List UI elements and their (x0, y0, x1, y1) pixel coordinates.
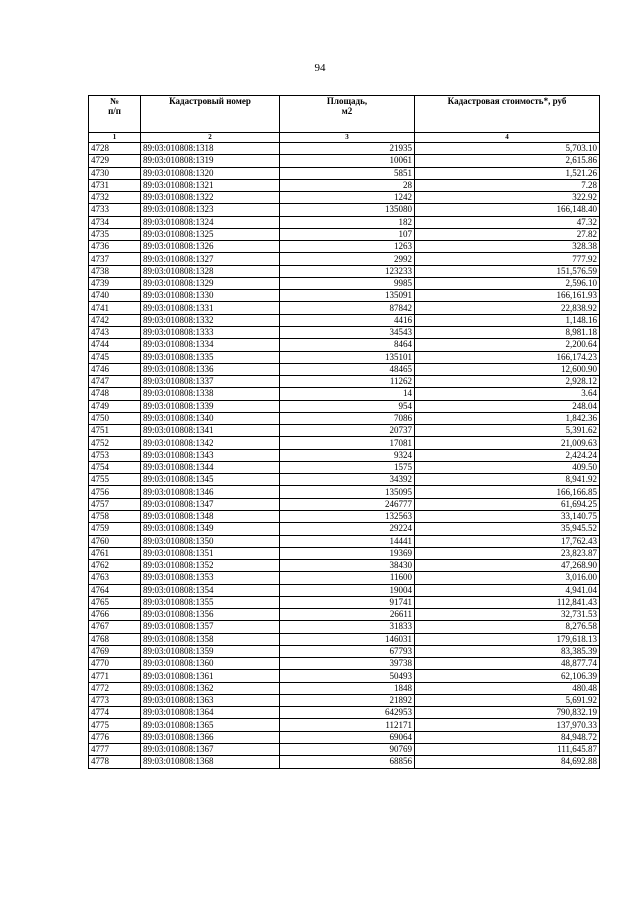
header-cadastral-number (141, 96, 280, 133)
cell-cadastral-value: 1,148.16 (415, 314, 600, 326)
cell-cadastral-number: 89:03:010808:1365 (141, 719, 280, 731)
cell-cadastral-value: 328.38 (415, 241, 600, 253)
cell-number: 4746 (89, 363, 141, 375)
cell-cadastral-value: 2,200.64 (415, 339, 600, 351)
cell-number: 4744 (89, 339, 141, 351)
cell-cadastral-value: 5,391.62 (415, 425, 600, 437)
cell-area: 14441 (280, 535, 415, 547)
cell-cadastral-value: 409.50 (415, 461, 600, 473)
cell-cadastral-value: 3.64 (415, 388, 600, 400)
table-row (89, 756, 600, 768)
cell-cadastral-value: 137,970.33 (415, 719, 600, 731)
cell-number: 4765 (89, 596, 141, 608)
cell-number: 4760 (89, 535, 141, 547)
cell-area: 68856 (280, 756, 415, 768)
cell-cadastral-number: 89:03:010808:1362 (141, 682, 280, 694)
cell-cadastral-number: 89:03:010808:1344 (141, 461, 280, 473)
cell-cadastral-number: 89:03:010808:1319 (141, 155, 280, 167)
table-row (89, 572, 600, 584)
cell-area: 146031 (280, 633, 415, 645)
cell-number: 4739 (89, 277, 141, 289)
header-area (280, 96, 415, 133)
cell-cadastral-number: 89:03:010808:1339 (141, 400, 280, 412)
cell-number: 4749 (89, 400, 141, 412)
column-index: 4 (415, 133, 600, 143)
table-row (89, 670, 600, 682)
cell-number: 4766 (89, 609, 141, 621)
cell-area: 50493 (280, 670, 415, 682)
table-row (89, 155, 600, 167)
cell-cadastral-number: 89:03:010808:1325 (141, 228, 280, 240)
cell-number: 4778 (89, 756, 141, 768)
table-row (89, 339, 600, 351)
cell-cadastral-value: 8,941.92 (415, 474, 600, 486)
header-cadastral-value (415, 96, 600, 133)
cell-number: 4738 (89, 265, 141, 277)
table-row (89, 351, 600, 363)
cell-cadastral-number: 89:03:010808:1351 (141, 547, 280, 559)
cell-cadastral-value: 248.04 (415, 400, 600, 412)
cell-number: 4752 (89, 437, 141, 449)
cell-cadastral-number: 89:03:010808:1326 (141, 241, 280, 253)
cell-cadastral-value: 23,823.87 (415, 547, 600, 559)
column-index-row (89, 133, 600, 143)
cell-number: 4761 (89, 547, 141, 559)
cell-cadastral-number: 89:03:010808:1342 (141, 437, 280, 449)
table-row (89, 609, 600, 621)
cell-area: 19004 (280, 584, 415, 596)
table-row (89, 437, 600, 449)
table-row (89, 265, 600, 277)
cell-number: 4773 (89, 694, 141, 706)
cell-area: 21935 (280, 143, 415, 155)
table-row (89, 645, 600, 657)
table-row (89, 658, 600, 670)
cell-area: 9985 (280, 277, 415, 289)
table-row (89, 302, 600, 314)
cell-area: 69064 (280, 731, 415, 743)
cell-number: 4770 (89, 658, 141, 670)
cell-cadastral-value: 47,268.90 (415, 560, 600, 572)
cell-number: 4774 (89, 707, 141, 719)
cell-number: 4733 (89, 204, 141, 216)
table-row (89, 241, 600, 253)
cell-cadastral-value: 21,009.63 (415, 437, 600, 449)
cell-area: 91741 (280, 596, 415, 608)
cell-cadastral-number: 89:03:010808:1320 (141, 167, 280, 179)
table-row (89, 596, 600, 608)
cell-cadastral-value: 166,174.23 (415, 351, 600, 363)
cell-cadastral-number: 89:03:010808:1347 (141, 498, 280, 510)
cell-area: 1848 (280, 682, 415, 694)
cell-cadastral-value: 777.92 (415, 253, 600, 265)
cell-number: 4758 (89, 510, 141, 522)
header-text: Кадастровый номер (169, 96, 251, 106)
cell-area: 26611 (280, 609, 415, 621)
cell-area: 21892 (280, 694, 415, 706)
cell-area: 112171 (280, 719, 415, 731)
table-row (89, 510, 600, 522)
cell-cadastral-number: 89:03:010808:1330 (141, 290, 280, 302)
column-index: 1 (89, 133, 141, 143)
cell-area: 4416 (280, 314, 415, 326)
table-row (89, 449, 600, 461)
cell-area: 7086 (280, 412, 415, 424)
cell-cadastral-value: 1,521.26 (415, 167, 600, 179)
table-row (89, 547, 600, 559)
cell-cadastral-value: 84,948.72 (415, 731, 600, 743)
cell-cadastral-number: 89:03:010808:1349 (141, 523, 280, 535)
cell-area: 8464 (280, 339, 415, 351)
cell-number: 4777 (89, 744, 141, 756)
table-row (89, 167, 600, 179)
cell-cadastral-number: 89:03:010808:1333 (141, 326, 280, 338)
cell-cadastral-number: 89:03:010808:1354 (141, 584, 280, 596)
table-row (89, 425, 600, 437)
cell-number: 4775 (89, 719, 141, 731)
header-text: п/п (108, 106, 121, 116)
cell-number: 4728 (89, 143, 141, 155)
cell-cadastral-value: 2,424.24 (415, 449, 600, 461)
cell-area: 1575 (280, 461, 415, 473)
cell-area: 29224 (280, 523, 415, 535)
cell-number: 4754 (89, 461, 141, 473)
cell-area: 19369 (280, 547, 415, 559)
cell-number: 4767 (89, 621, 141, 633)
cell-cadastral-value: 480.48 (415, 682, 600, 694)
cell-cadastral-value: 17,762.43 (415, 535, 600, 547)
cell-cadastral-value: 151,576.59 (415, 265, 600, 277)
table-row (89, 412, 600, 424)
cell-number: 4768 (89, 633, 141, 645)
cell-area: 87842 (280, 302, 415, 314)
cell-area: 135080 (280, 204, 415, 216)
cell-area: 38430 (280, 560, 415, 572)
cell-cadastral-number: 89:03:010808:1358 (141, 633, 280, 645)
cell-cadastral-value: 166,166.85 (415, 486, 600, 498)
cell-cadastral-value: 27.82 (415, 228, 600, 240)
cell-number: 4762 (89, 560, 141, 572)
cell-number: 4740 (89, 290, 141, 302)
cell-area: 642953 (280, 707, 415, 719)
cell-area: 135095 (280, 486, 415, 498)
table-row (89, 707, 600, 719)
cell-area: 1263 (280, 241, 415, 253)
cell-cadastral-value: 790,832.19 (415, 707, 600, 719)
cell-cadastral-number: 89:03:010808:1331 (141, 302, 280, 314)
cell-cadastral-value: 2,596.10 (415, 277, 600, 289)
cell-cadastral-number: 89:03:010808:1355 (141, 596, 280, 608)
cell-number: 4730 (89, 167, 141, 179)
cell-number: 4732 (89, 192, 141, 204)
cell-area: 246777 (280, 498, 415, 510)
table-row (89, 326, 600, 338)
cell-cadastral-value: 2,928.12 (415, 376, 600, 388)
table-row (89, 560, 600, 572)
cell-number: 4772 (89, 682, 141, 694)
table-row (89, 744, 600, 756)
cell-cadastral-value: 7.28 (415, 179, 600, 191)
cell-area: 90769 (280, 744, 415, 756)
cell-area: 9324 (280, 449, 415, 461)
table-row (89, 216, 600, 228)
cell-cadastral-number: 89:03:010808:1360 (141, 658, 280, 670)
cell-cadastral-value: 111,645.87 (415, 744, 600, 756)
cell-number: 4736 (89, 241, 141, 253)
cell-cadastral-number: 89:03:010808:1346 (141, 486, 280, 498)
cell-cadastral-number: 89:03:010808:1363 (141, 694, 280, 706)
cadastral-table (88, 95, 600, 769)
cell-cadastral-value: 8,981.18 (415, 326, 600, 338)
cell-cadastral-value: 5,703.10 (415, 143, 600, 155)
cell-cadastral-number: 89:03:010808:1352 (141, 560, 280, 572)
table-row (89, 143, 600, 155)
table-row (89, 228, 600, 240)
cell-cadastral-number: 89:03:010808:1350 (141, 535, 280, 547)
cell-number: 4731 (89, 179, 141, 191)
page-number: 94 (314, 62, 326, 74)
cell-cadastral-number: 89:03:010808:1322 (141, 192, 280, 204)
cell-area: 135091 (280, 290, 415, 302)
cell-cadastral-value: 3,016.00 (415, 572, 600, 584)
cell-cadastral-number: 89:03:010808:1343 (141, 449, 280, 461)
cell-number: 4769 (89, 645, 141, 657)
cell-number: 4756 (89, 486, 141, 498)
cell-cadastral-value: 2,615.86 (415, 155, 600, 167)
table-row (89, 363, 600, 375)
cell-area: 34543 (280, 326, 415, 338)
cell-area: 14 (280, 388, 415, 400)
cell-number: 4753 (89, 449, 141, 461)
cell-cadastral-number: 89:03:010808:1340 (141, 412, 280, 424)
cell-number: 4757 (89, 498, 141, 510)
cell-number: 4737 (89, 253, 141, 265)
cell-area: 20737 (280, 425, 415, 437)
cell-cadastral-value: 48,877.74 (415, 658, 600, 670)
cell-cadastral-number: 89:03:010808:1323 (141, 204, 280, 216)
cell-cadastral-value: 35,945.52 (415, 523, 600, 535)
table-row (89, 179, 600, 191)
cell-cadastral-number: 89:03:010808:1367 (141, 744, 280, 756)
cell-cadastral-number: 89:03:010808:1368 (141, 756, 280, 768)
cell-number: 4776 (89, 731, 141, 743)
cell-cadastral-number: 89:03:010808:1334 (141, 339, 280, 351)
cell-area: 123233 (280, 265, 415, 277)
cell-area: 34392 (280, 474, 415, 486)
cell-number: 4750 (89, 412, 141, 424)
cell-cadastral-number: 89:03:010808:1332 (141, 314, 280, 326)
cell-number: 4771 (89, 670, 141, 682)
table-header-row (89, 96, 600, 133)
cell-cadastral-value: 32,731.53 (415, 609, 600, 621)
cell-area: 10061 (280, 155, 415, 167)
table-row (89, 694, 600, 706)
cell-number: 4755 (89, 474, 141, 486)
cell-number: 4742 (89, 314, 141, 326)
cell-cadastral-value: 84,692.88 (415, 756, 600, 768)
cell-cadastral-value: 62,106.39 (415, 670, 600, 682)
cell-number: 4763 (89, 572, 141, 584)
column-index: 3 (280, 133, 415, 143)
cell-area: 67793 (280, 645, 415, 657)
cell-area: 48465 (280, 363, 415, 375)
cell-cadastral-number: 89:03:010808:1341 (141, 425, 280, 437)
cell-cadastral-value: 4,941.04 (415, 584, 600, 596)
table-row (89, 474, 600, 486)
cell-cadastral-value: 47.32 (415, 216, 600, 228)
cell-number: 4734 (89, 216, 141, 228)
cell-number: 4751 (89, 425, 141, 437)
table-row (89, 731, 600, 743)
cell-cadastral-value: 5,691.92 (415, 694, 600, 706)
cell-cadastral-number: 89:03:010808:1353 (141, 572, 280, 584)
cell-cadastral-value: 8,276.58 (415, 621, 600, 633)
cell-cadastral-value: 322.92 (415, 192, 600, 204)
cell-area: 182 (280, 216, 415, 228)
cell-cadastral-value: 12,600.90 (415, 363, 600, 375)
cell-cadastral-value: 33,140.75 (415, 510, 600, 522)
table-row (89, 314, 600, 326)
cell-area: 28 (280, 179, 415, 191)
cell-number: 4748 (89, 388, 141, 400)
cell-area: 2992 (280, 253, 415, 265)
table-row (89, 719, 600, 731)
cell-number: 4729 (89, 155, 141, 167)
cell-cadastral-number: 89:03:010808:1364 (141, 707, 280, 719)
cell-cadastral-number: 89:03:010808:1338 (141, 388, 280, 400)
table-row (89, 486, 600, 498)
cell-cadastral-number: 89:03:010808:1348 (141, 510, 280, 522)
cell-cadastral-number: 89:03:010808:1324 (141, 216, 280, 228)
cell-number: 4759 (89, 523, 141, 535)
header-text: Кадастровая стоимость*, руб (447, 96, 567, 106)
cell-cadastral-value: 179,618.13 (415, 633, 600, 645)
column-index: 2 (141, 133, 280, 143)
cell-cadastral-value: 166,161.93 (415, 290, 600, 302)
table-row (89, 682, 600, 694)
table-row (89, 621, 600, 633)
cell-cadastral-value: 166,148.40 (415, 204, 600, 216)
cell-cadastral-number: 89:03:010808:1321 (141, 179, 280, 191)
header-text: м2 (341, 106, 353, 116)
cell-number: 4743 (89, 326, 141, 338)
cell-cadastral-value: 112,841.43 (415, 596, 600, 608)
cell-cadastral-number: 89:03:010808:1329 (141, 277, 280, 289)
cell-cadastral-number: 89:03:010808:1318 (141, 143, 280, 155)
cell-cadastral-value: 1,842.36 (415, 412, 600, 424)
cell-area: 1242 (280, 192, 415, 204)
table-row (89, 633, 600, 645)
cell-area: 5851 (280, 167, 415, 179)
table-row (89, 498, 600, 510)
table-row (89, 523, 600, 535)
cell-cadastral-number: 89:03:010808:1335 (141, 351, 280, 363)
header-number (89, 96, 141, 133)
cell-area: 135101 (280, 351, 415, 363)
cell-number: 4745 (89, 351, 141, 363)
table-row (89, 192, 600, 204)
cell-number: 4735 (89, 228, 141, 240)
table-row (89, 376, 600, 388)
table-row (89, 584, 600, 596)
table-row (89, 400, 600, 412)
cell-number: 4741 (89, 302, 141, 314)
cell-area: 954 (280, 400, 415, 412)
cell-cadastral-number: 89:03:010808:1336 (141, 363, 280, 375)
header-text: № (109, 96, 120, 106)
cell-cadastral-value: 61,694.25 (415, 498, 600, 510)
table-row (89, 535, 600, 547)
cell-cadastral-number: 89:03:010808:1356 (141, 609, 280, 621)
table-row (89, 461, 600, 473)
cell-cadastral-number: 89:03:010808:1337 (141, 376, 280, 388)
header-text: Площадь, (326, 96, 368, 106)
cell-area: 11262 (280, 376, 415, 388)
table-row (89, 388, 600, 400)
cell-cadastral-number: 89:03:010808:1327 (141, 253, 280, 265)
cell-cadastral-value: 22,838.92 (415, 302, 600, 314)
table-row (89, 204, 600, 216)
cell-area: 107 (280, 228, 415, 240)
cell-number: 4747 (89, 376, 141, 388)
cell-area: 17081 (280, 437, 415, 449)
table-body (89, 143, 600, 769)
cell-cadastral-number: 89:03:010808:1361 (141, 670, 280, 682)
cell-cadastral-number: 89:03:010808:1359 (141, 645, 280, 657)
cell-cadastral-number: 89:03:010808:1366 (141, 731, 280, 743)
table-row (89, 290, 600, 302)
table-row (89, 253, 600, 265)
cell-number: 4764 (89, 584, 141, 596)
cell-cadastral-value: 83,385.39 (415, 645, 600, 657)
cell-area: 11600 (280, 572, 415, 584)
cell-area: 132563 (280, 510, 415, 522)
cell-area: 39738 (280, 658, 415, 670)
cell-area: 31833 (280, 621, 415, 633)
cell-cadastral-number: 89:03:010808:1357 (141, 621, 280, 633)
cell-cadastral-number: 89:03:010808:1345 (141, 474, 280, 486)
cell-cadastral-number: 89:03:010808:1328 (141, 265, 280, 277)
table-row (89, 277, 600, 289)
